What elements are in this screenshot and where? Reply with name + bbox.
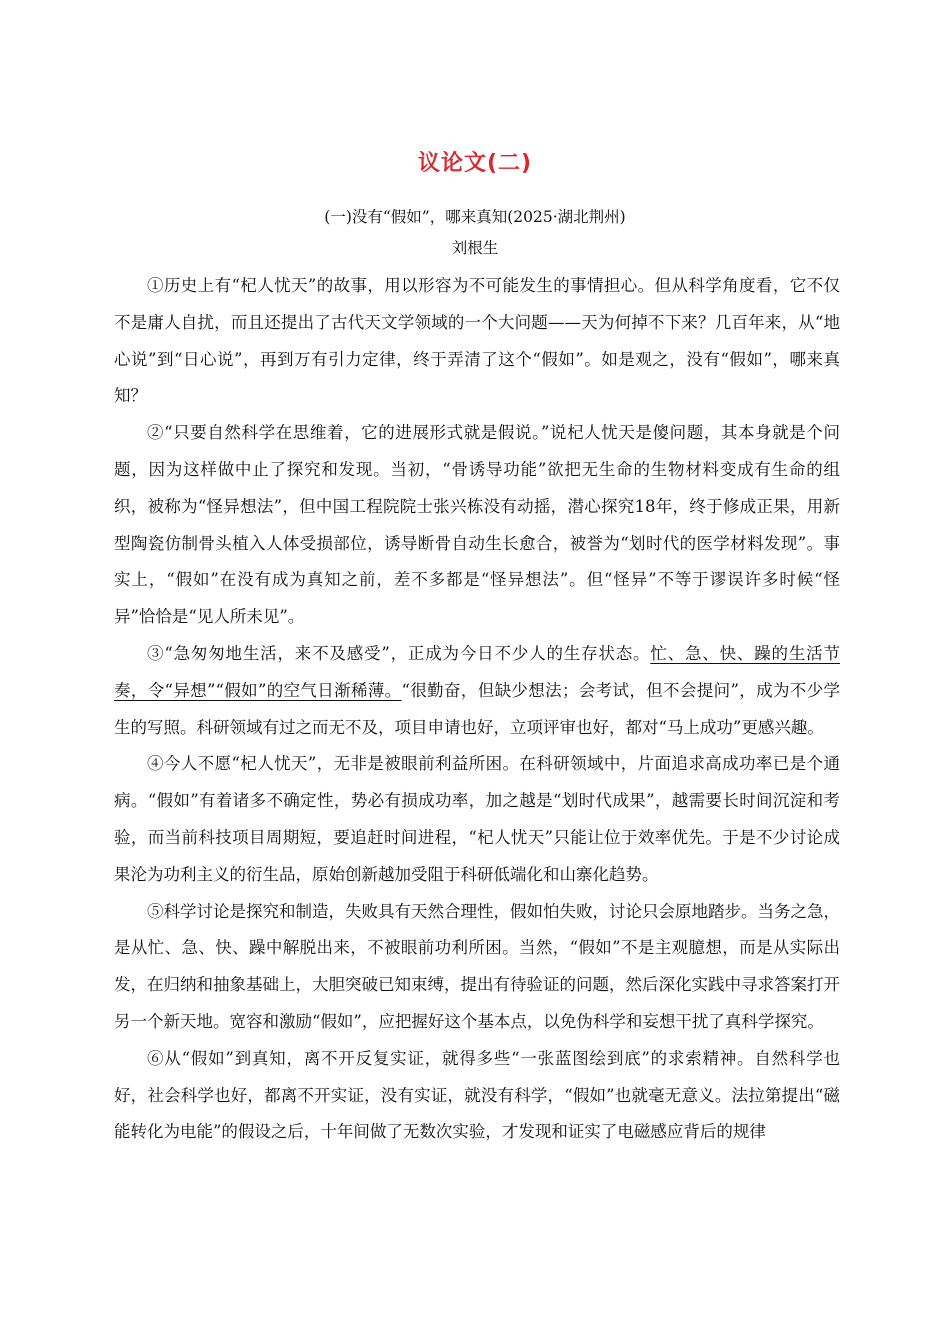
author-name: 刘根生 (451, 239, 499, 257)
article-body (114, 268, 840, 1151)
paragraph-4: ④今人不愿“杞人忧天”，无非是被眼前利益所困。在科研领域中，片面追求高成功率已是个通病。“假如”有着诸多不确定性，势必有损成功率，加之越是“划时代成果”，越需要长时间沉淀和考验，而当前科技项目周期短，要追赶时间进程，“杞人忧天”只能让位于效率优先。于是不少讨论成果沦为功利主义的衍生品，原始创新越加受阻于科研低端化和山寨化趋势。 (114, 754, 840, 884)
paragraph-3 (114, 636, 840, 746)
underlined-sentence: 忙、急、快、躁的生活节奏，令“异想”“假如”的空气日渐稀薄。 (114, 643, 841, 700)
paragraph-5: ⑤科学讨论是探究和制造，失败具有天然合理性，假如怕失败，讨论只会原地踏步。当务之急，是从忙、急、快、躁中解脱出来，不被眼前功利所困。当然，“假如”不是主观臆想，而是从实际出发，在归纳和抽象基础上，大胆突破已知束缚，提出有待验证的问题，然后深化实践中寻求答案打开另一个新天地。宽容和激励“假如”，应把握好这个基本点，以免伪科学和妄想干扰了真科学探究。 (114, 901, 840, 1031)
paragraph-2: ②“只要自然科学在思维着，它的进展形式就是假说。”说杞人忧天是傻问题，其本身就是个问题，因为这样做中止了探究和发现。当初，“骨诱导功能”欲把无生命的生物材料变成有生命的组织，被称为“怪异想法”，但中国工程院院士张兴栋没有动摇，潜心探究18年，终于修成正果，用新型陶瓷仿制骨头植入人体受损部位，诱导断骨自动生长愈合，被誉为“划时代的医学材料发现”。事实上，“假如”在没有成为真知之前，差不多都是“怪异想法”。但“怪异”不等于谬误许多时候“怪异”恰恰是“见人所未见”。 (114, 423, 840, 627)
paragraph-3-lead: ③“急匆匆地生活，来不及感受”，正成为今日不少人的生存状态。 (147, 643, 651, 663)
paragraph-1: ①历史上有“杞人忧天”的故事，用以形容为不可能发生的事情担心。但从科学角度看，它不仅不是庸人自扰，而且还提出了古代天文学领域的一个大问题——天为何掉不下来？几百年来，从“地心说”到“日心说”，再到万有引力定律，终于弄清了这个“假如”。如是观之，没有“假如”，哪来真知？ (114, 276, 840, 406)
paragraph-3-rest: “很勤奋，但缺少想法；会考试，但不会提问”，成为不少学生的写照。科研领域有过之而无不及，项目申请也好，立项评审也好，都对“马上成功”更感兴趣。 (114, 680, 840, 737)
section-heading: (一)没有“假如”，哪来真知(2025·湖北荆州) (324, 208, 626, 226)
paragraph-6: ⑥从“假如”到真知，离不开反复实证，就得多些“一张蓝图绘到底”的求索精神。自然科学也好，社会科学也好，都离不开实证，没有实证，就没有科学，“假如”也就毫无意义。法拉第提出“磁能转化为电能”的假设之后，十年间做了无数次实验，才发现和证实了电磁感应背后的规律 (114, 1048, 840, 1142)
page-title: 议论文(二) (417, 151, 533, 176)
